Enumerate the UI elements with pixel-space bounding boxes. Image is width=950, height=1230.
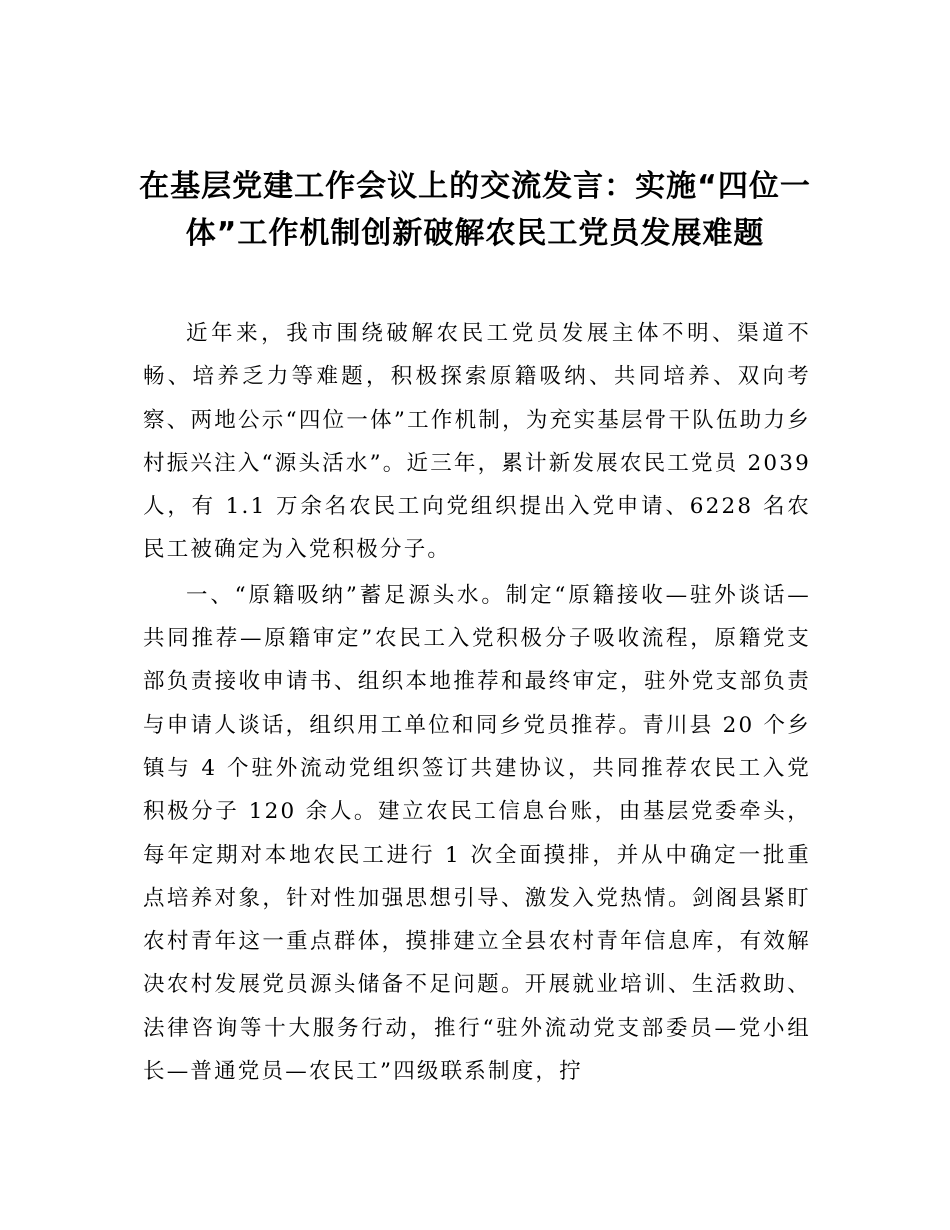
paragraph-intro: 近年来，我市围绕破解农民工党员发展主体不明、渠道不畅、培养乏力等难题，积极探索原籍吸纳、共同培养、双向考察、两地公示“四位一体”工作机制，为充实基层骨干队伍助力乡村振兴注入“源头活水”。近三年，累计新发展农民工党员 2039 人，有 1.1 万余名农民工向党组织提出入党申请、6228 名农民工被确定为入党积极分子。 bbox=[143, 321, 811, 563]
document-body bbox=[143, 312, 811, 1095]
paragraph-section-one: 一、“原籍吸纳”蓄足源头水。制定“原籍接收—驻外谈话—共同推荐—原籍审定”农民工入党积极分子吸收流程，原籍党支部负责接收申请书、组织本地推荐和最终审定，驻外党支部负责与申请人谈话，组织用工单位和同乡党员推荐。青川县 20 个乡镇与 4 个驻外流动党组织签订共建协议，共同推荐农民工入党积极分子 120 余人。建立农民工信息台账，由基层党委牵头，每年定期对本地农民工进行 1 次全面摸排，并从中确定一批重点培养对象，针对性加强思想引导、激发入党热情。剑阁县紧盯农村青年这一重点群体，摸排建立全县农村青年信息库，有效解决农村发展党员源头储备不足问题。开展就业培训、生活救助、法律咨询等十大服务行动，推行“驻外流动党支部委员—党小组长—普通党员—农民工”四级联系制度，拧 bbox=[143, 582, 811, 1085]
document-title: 在基层党建工作会议上的交流发言：实施“四位一体”工作机制创新破解农民工党员发展难题 bbox=[139, 169, 811, 251]
